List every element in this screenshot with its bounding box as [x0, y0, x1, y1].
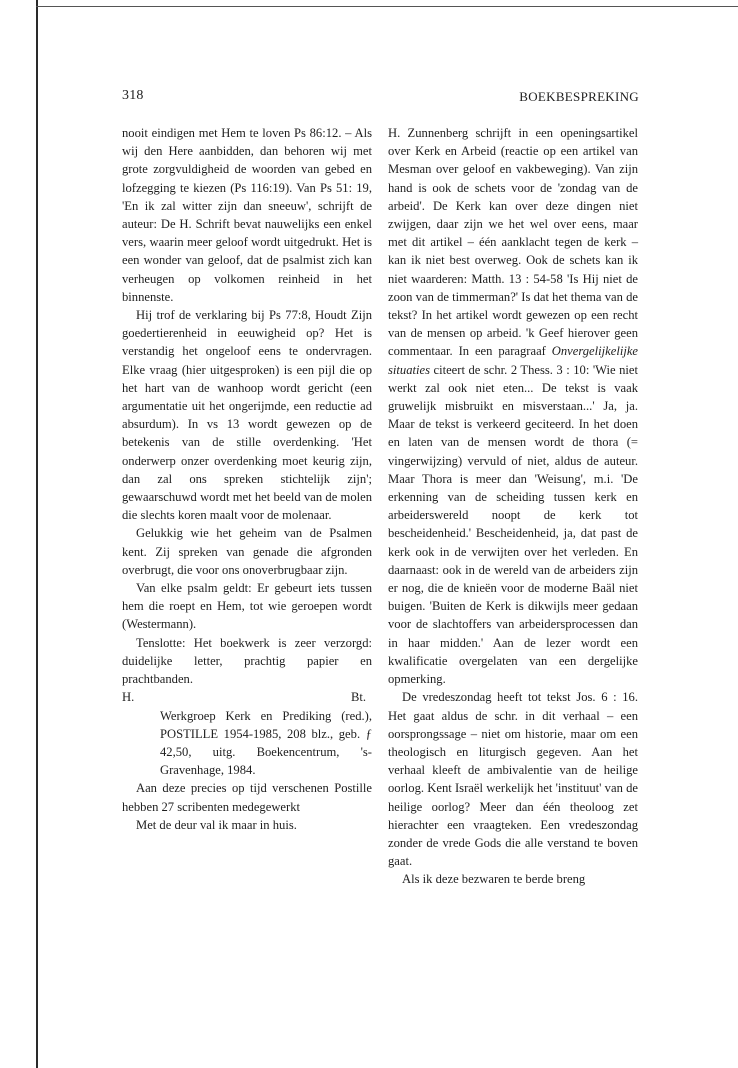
paragraph: Als ik deze bezwaren te berde breng	[402, 872, 586, 887]
paragraph	[388, 124, 638, 688]
paragraph: Met de deur val ik maar in huis.	[136, 817, 297, 832]
paragraph: Hij trof de verklaring bij Ps 77:8, Houdt Zijn goedertierenheid in eeuwigheid op? Het is verstandig het ongeloof eens te ondervragen. Elke vraag (hier uitgesproken) is een pijl die op het hart van de wanhoop wordt gericht (een argumentatie uit het ongerijmde, een reductie ad absurdum). In vs 13 wordt gewezen op de betekenis van de stille overdenking. 'Het onderwerp onzer overdenking moet keurig zijn, dan zal ons spreken stichtelijk zijn'; gewaarschuwd wordt met het beeld van de molen die slechts koren maalt voor de molenaar.	[122, 308, 372, 523]
scan-edge-top	[36, 6, 738, 7]
paragraph: De vredeszondag heeft tot tekst Jos. 6 : 16. Het gaat aldus de schr. in dit verhaal – een oorsprongssage – niet om historie, maar om een theologisch en liturgisch gegeven. Aan het verhaal kleeft de ambivalentie van de heilige oorlog. Kent Israël werkelijk het 'instituut' van de heilige oorlog? Meer dan één theoloog zet hierachter een vraagteken. Een vredeszondag zonder de vrede Gods die alle verstand te boven gaat.	[388, 690, 638, 869]
paragraph: Aan deze precies op tijd verschenen Postille hebben 27 scribenten medegewerkt	[122, 781, 372, 814]
running-head: BOEKBESPREKING	[519, 89, 639, 104]
paragraph: nooit eindigen met Hem te loven Ps 86:12. – Als wij den Here aanbidden, dan behoren wij met grote zorgvuldigheid de woorden van gebed en lofzegging te kiezen (Ps 116:19). Van Ps 51: 19, 'En ik zal witter zijn dan sneeuw', schrijft de auteur: De H. Schrift bevat nauwelijks een enkel vers, waarin meer geloof wordt uitgedrukt. Het is een wonder van geloof, dat de psalmist zich kan verheugen op volkomen reinheid in het binnenste.	[122, 126, 372, 304]
signature-author: Bt.	[350, 690, 366, 705]
paragraph-text: H. Zunnenberg schrijft in een openingsartikel over Kerk en Arbeid (reactie op een artikel van Mesman over geloof en vakbeweging). Van zijn hand is ook de schets voor de 'zondag van de arbeid'. De Kerk kan over deze dingen niet zwijgen, daar zijn we het wel over eens, maar met dit artikel – één aanklacht tegen de kerk – kan ik niet best overweg. Ook de schets kan ik niet waarderen: Matth. 13 : 54-58 'Is Hij niet de zoon van de timmerman?' Is dat het thema van de tekst? In het artikel wordt gewezen op een recht van de mensen op arbeid. 'k Geef hierover geen commentaar. In een paragraaf	[388, 126, 638, 359]
italic-section-title: Onvergelijkelijke situaties	[388, 344, 638, 377]
left-column	[122, 124, 372, 834]
book-citation: Werkgroep Kerk en Prediking (red.), POSTILLE 1954-1985, 208 blz., geb. ƒ 42,50, uitg. Boekencentrum, 's-Gravenhage, 1984.	[160, 708, 372, 778]
paragraph: Gelukkig wie het geheim van de Psalmen kent. Zij spreken van genade die afgronden overbrugt, die voor ons onoverbrugbaar zijn.	[122, 526, 372, 577]
paragraph-text: citeert de schr. 2 Thess. 3 : 10: 'Wie niet werkt zal ook niet eten... De tekst is vaak gruwelijk misbruikt en misverstaan...' Ja, ja. Maar de tekst is verkeerd geciteerd. In het doen en laten van de mensen wordt de thora (= vingerwijzing) vervuld of niet, aldus de auteur. Maar Thora is meer dan 'Weisung', m.i. 'De erkenning van de scheiding tussen kerk en arbeiderswereld noopt de kerk tot bescheidenheid.' Bescheidenheid, ja, dat past de kerk ook in de verwijten over het verleden. En daarnaast: ook in de wereld van de arbeiders zijn er nog, die de knieën voor de moderne Baäl niet buigen. 'Buiten de Kerk is dikwijls meer gedaan voor de slachtoffers van arbeidersprocessen dan in haar midden.' Aan de lezer wordt een kwalificatie overgelaten van een dergelijke opmerking.	[388, 362, 638, 687]
paragraph: Van elke psalm geldt: Er gebeurt iets tussen hem die roept en Hem, tot wie geroepen wordt (Westermann).	[122, 581, 372, 632]
signature-initial: H.	[122, 690, 135, 705]
right-column	[388, 124, 638, 889]
review-signature	[122, 688, 372, 706]
scan-edge	[36, 0, 38, 1068]
page-number: 318	[122, 88, 144, 103]
paragraph: Tenslotte: Het boekwerk is zeer verzorgd: duidelijke letter, prachtig papier en prachtbanden.	[122, 635, 372, 687]
